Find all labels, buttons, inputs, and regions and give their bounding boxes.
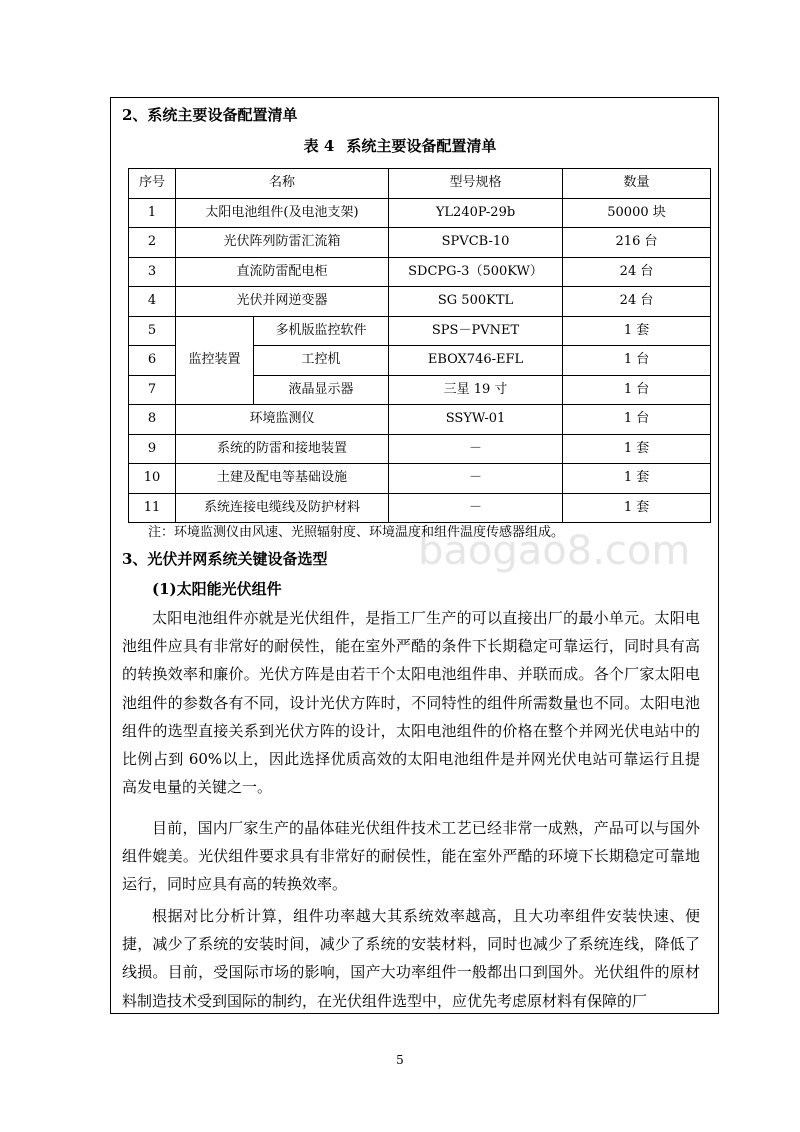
body-paragraph: 根据对比分析计算，组件功率越大其系统效率越高，且大功率组件安装快速、便捷，减少了系统的安装时间，减少了系统的安装材料，同时也减少了系统连线，降低了线损。目前，受国际市场的影响，国产大功率组件一般都出口到国外。光伏组件的原材料制造技术受到国际的制约，在光伏组件选型中，应优先考虑原材料有保障的厂 bbox=[122, 907, 700, 1010]
row-no: 5 bbox=[129, 316, 176, 346]
table-row bbox=[129, 287, 711, 317]
table-header-row bbox=[129, 169, 711, 199]
table-row bbox=[129, 198, 711, 228]
row-no: 3 bbox=[129, 257, 176, 287]
page-number: 5 bbox=[396, 1053, 404, 1067]
header-name: 名称 bbox=[176, 169, 389, 199]
row-no: 4 bbox=[129, 287, 176, 317]
row-name: 土建及配电等基础设施 bbox=[176, 464, 389, 494]
equipment-table bbox=[128, 168, 711, 523]
row-qty: 24 台 bbox=[563, 287, 711, 317]
row-no: 2 bbox=[129, 228, 176, 258]
row-no: 11 bbox=[129, 493, 176, 523]
header-no: 序号 bbox=[129, 169, 176, 199]
row-no: 6 bbox=[129, 346, 176, 376]
row-qty: 1 套 bbox=[563, 464, 711, 494]
table-caption bbox=[0, 135, 800, 156]
row-name: 多机版监控软件 bbox=[254, 316, 389, 346]
row-qty: 24 台 bbox=[563, 257, 711, 287]
row-qty: 1 套 bbox=[563, 493, 711, 523]
row-name: 系统的防雷和接地装置 bbox=[176, 434, 389, 464]
row-model: SG 500KTL bbox=[389, 287, 563, 317]
row-qty: 1 套 bbox=[563, 316, 711, 346]
table-note: 注：环境监测仪由风速、光照辐射度、环境温度和组件温度传感器组成。 bbox=[148, 525, 565, 540]
row-name: 环境监测仪 bbox=[176, 405, 389, 435]
header-model: 型号规格 bbox=[389, 169, 563, 199]
row-model: EBOX746-EFL bbox=[389, 346, 563, 376]
watermark: baogao8.com bbox=[418, 528, 691, 574]
body-paragraph: 目前，国内厂家生产的晶体硅光伏组件技术工艺已经非常一成熟，产品可以与国外组件媲美。光伏组件要求具有非常好的耐侯性，能在室外严酷的环境下长期稳定可靠地运行，同时应具有高的转换效率。 bbox=[122, 819, 700, 894]
row-model: － bbox=[389, 493, 563, 523]
row-model: 三星 19 寸 bbox=[389, 375, 563, 405]
table-row bbox=[129, 316, 711, 346]
row-name: 光伏阵列防雷汇流箱 bbox=[176, 228, 389, 258]
table-row bbox=[129, 257, 711, 287]
body-paragraph: 太阳电池组件亦就是光伏组件，是指工厂生产的可以直接出厂的最小单元。太阳电池组件应具有非常好的耐侯性，能在室外严酷的条件下长期稳定可靠运行，同时具有高的转换效率和廉价。光伏方阵是由若干个太阳电池组件串、并联而成。各个厂家太阳电池组件的参数各有不同，设计光伏方阵时，不同特性的组件所需数量也不同。太阳电池组件的选型直接关系到光伏方阵的设计，太阳电池组件的价格在整个并网光伏电站中的比例占到 60%以上，因此选择优质高效的太阳电池组件是并网光伏电站可靠运行且提高发电量的关键之一。 bbox=[122, 609, 700, 797]
row-no: 8 bbox=[129, 405, 176, 435]
row-no: 1 bbox=[129, 198, 176, 228]
section-3-title: 3、光伏并网系统关键设备选型 bbox=[122, 550, 328, 568]
row-model: SPS－PVNET bbox=[389, 316, 563, 346]
table-row bbox=[129, 464, 711, 494]
table-row bbox=[129, 493, 711, 523]
row-name: 光伏并网逆变器 bbox=[176, 287, 389, 317]
row-model: YL240P-29b bbox=[389, 198, 563, 228]
header-qty: 数量 bbox=[563, 169, 711, 199]
row-name: 直流防雷配电柜 bbox=[176, 257, 389, 287]
section-2-title: 2、系统主要设备配置清单 bbox=[122, 106, 298, 124]
row-model: － bbox=[389, 464, 563, 494]
row-qty: 1 台 bbox=[563, 405, 711, 435]
row-no: 10 bbox=[129, 464, 176, 494]
row-qty: 1 台 bbox=[563, 375, 711, 405]
table-label: 表 4 bbox=[303, 137, 335, 155]
row-model: － bbox=[389, 434, 563, 464]
row-qty: 1 台 bbox=[563, 346, 711, 376]
table-row bbox=[129, 228, 711, 258]
table-row bbox=[129, 405, 711, 435]
row-name: 液晶显示器 bbox=[254, 375, 389, 405]
monitor-group-cell: 监控装置 bbox=[176, 316, 254, 405]
row-no: 7 bbox=[129, 375, 176, 405]
row-qty: 50000 块 bbox=[563, 198, 711, 228]
row-name: 工控机 bbox=[254, 346, 389, 376]
row-qty: 216 台 bbox=[563, 228, 711, 258]
subsection-title: (1)太阳能光伏组件 bbox=[152, 580, 282, 598]
row-model: SPVCB-10 bbox=[389, 228, 563, 258]
row-model: SSYW-01 bbox=[389, 405, 563, 435]
row-qty: 1 套 bbox=[563, 434, 711, 464]
table-title: 系统主要设备配置清单 bbox=[346, 137, 497, 155]
row-no: 9 bbox=[129, 434, 176, 464]
table-row bbox=[129, 434, 711, 464]
row-name: 太阳电池组件(及电池支架) bbox=[176, 198, 389, 228]
row-model: SDCPG-3（500KW） bbox=[389, 257, 563, 287]
row-name: 系统连接电缆线及防护材料 bbox=[176, 493, 389, 523]
